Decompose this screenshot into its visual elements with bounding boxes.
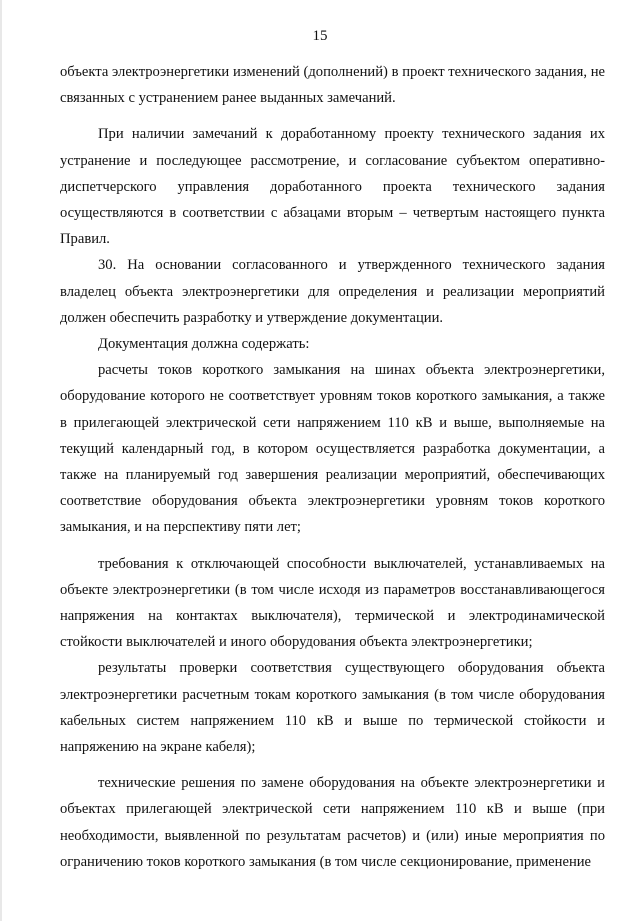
paragraph-technical-solutions: технические решения по замене оборудования на объекте электроэнергетики и объектах прилегающей электрической сети напряжением 110 кВ и выше (при необходимости, выявленной по результатам расчетов) и (или) иные мероприятия по ограничению токов короткого замыкания (в том числе секционирование, применение bbox=[60, 775, 605, 870]
scan-edge bbox=[0, 0, 2, 921]
paragraph-remarks: При наличии замечаний к доработанному проекту технического задания их устранение и последующее рассмотрение, и согласование субъектом оперативно-диспетчерского управления доработанного проекта технического задания осуществляются в соответствии с абзацами вторым – четвертым настоящего пункта Правил. bbox=[60, 126, 605, 248]
paragraph-item-30: 30. На основании согласованного и утвержденного технического задания владелец объекта электроэнергетики для определения и реализации мероприятий должен обеспечить разработку и утверждение документации. bbox=[60, 257, 605, 326]
paragraph-equipment-check-results: результаты проверки соответствия существующего оборудования объекта электроэнергетики расчетным токам короткого замыкания (в том числе оборудования кабельных систем напряжением 110 кВ и выше по термической стойкости и напряжению на экране кабеля); bbox=[60, 660, 605, 756]
paragraph-short-circuit-calculations: расчеты токов короткого замыкания на шинах объекта электроэнергетики, оборудование которого не соответствует уровням токов короткого замыкания, а также в прилегающей электрической сети напряжением 110 кВ и выше, выполняемые на текущий календарный год, в котором осуществляется разработка документации, а также на планируемый год завершения реализации мероприятий, обеспечивающих соответствие оборудования объекта электроэнергетики уровням токов короткого замыкания, и на перспективу пяти лет; bbox=[60, 362, 605, 536]
paragraph-documentation-contents: Документация должна содержать: bbox=[98, 336, 310, 353]
page-number: 15 bbox=[312, 28, 328, 44]
paragraph-breaker-requirements: требования к отключающей способности выключателей, устанавливаемых на объекте электроэнергетики (в том числе исходя из параметров восстанавливающегося напряжения на контактах выключателя), термической и электродинамической стойкости выключателей и иного оборудования объекта электроэнергетики; bbox=[60, 555, 605, 651]
paragraph-continuation: объекта электроэнергетики изменений (дополнений) в проект технического задания, не связанных с устранением ранее выданных замечаний. bbox=[60, 64, 605, 107]
document-body bbox=[60, 59, 605, 875]
